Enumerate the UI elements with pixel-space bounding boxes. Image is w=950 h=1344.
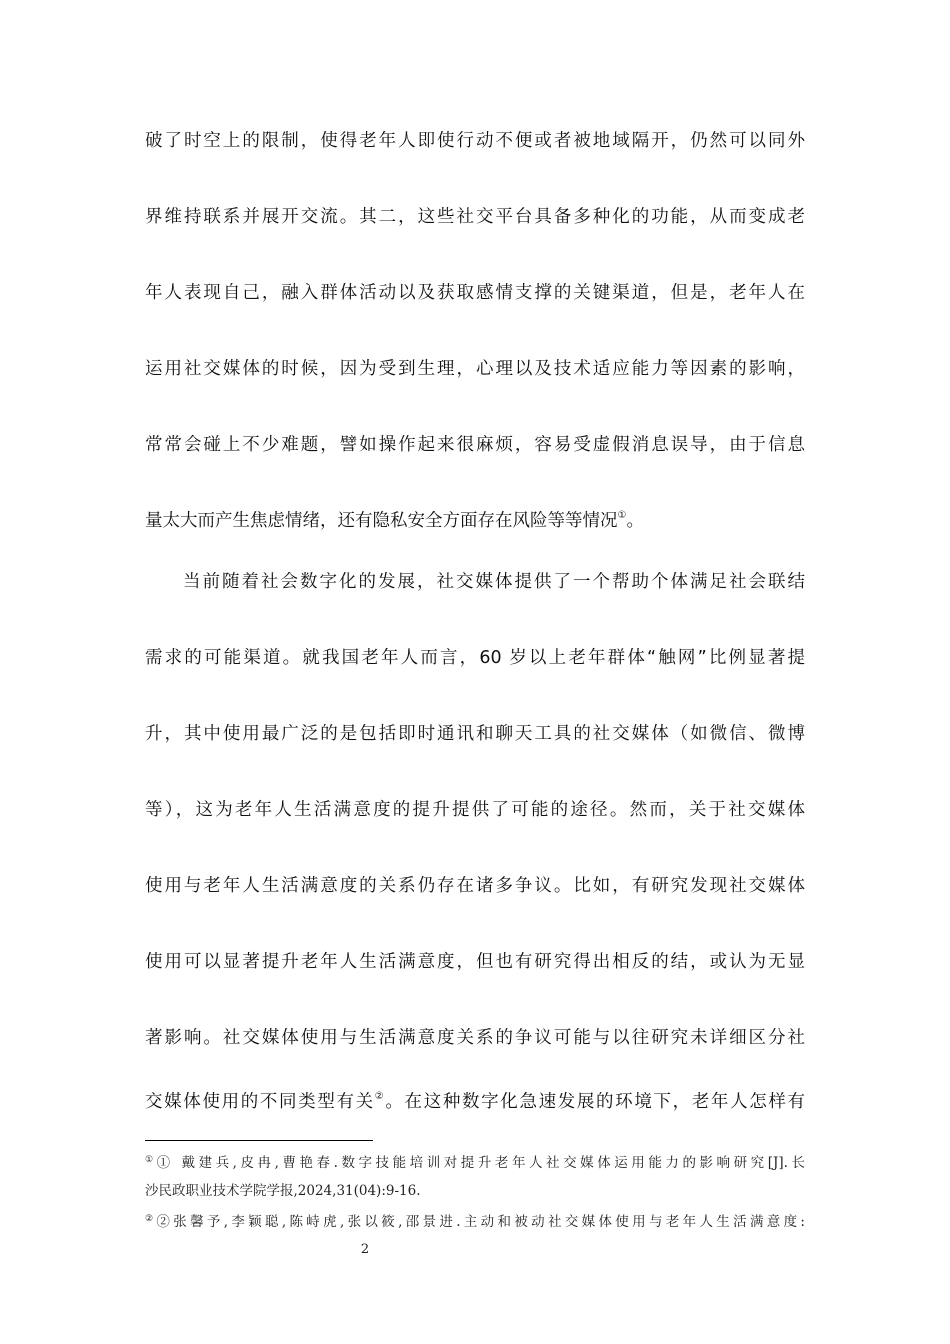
body-line-7: 当前随着社会数字化的发展，社交媒体提供了一个帮助个体满足社会联结 [183,572,805,592]
reference-mark-2[interactable]: ② [374,1091,386,1102]
body-line-1: 破了时空上的限制，使得老年人即使行动不便或者被地域隔开，仍然可以同外 [145,131,805,151]
footnote-1-mark: ① [145,1155,157,1165]
page-number: 2 [360,1242,370,1257]
footnote-2-line-1 [145,1212,805,1232]
body-line-3: 年人表现自己，融入群体活动以及获取感情支撑的关键渠道，但是，老年人在 [145,283,805,303]
body-line-5: 常常会碰上不少难题，譬如操作起来很麻烦，容易受虚假消息误导，由于信息 [145,435,805,455]
body-line-8: 需求的可能渠道。就我国老年人而言，60 岁以上老年群体“触网”比例显著提 [145,648,805,668]
body-line-14-end: 。在这种数字化急速发展的环境下，老年人怎样有 [385,1092,806,1112]
body-line-14-text: 交媒体使用的不同类型有关 [145,1092,375,1112]
footnote-1-line-2: 沙民政职业技术学院学报,2024,31(04):9-16. [145,1183,421,1199]
footnote-separator [145,1140,373,1141]
footnote-1-line-1 [145,1153,805,1173]
footnote-2-mark: ② [145,1214,157,1224]
reference-mark-1[interactable]: ① [617,510,627,521]
footnote-2-text: ②张馨予,李颖聪,陈峙虎,张以筱,邵景进.主动和被动社交媒体使用与老年人生活满意度: [156,1214,805,1230]
footnote-1-text: ① 戴建兵,皮冉,曹艳春.数字技能培训对提升老年人社交媒体运用能力的影响研究[J].长 [156,1155,805,1171]
body-line-2: 界维持联系并展开交流。其二，这些社交平台具备多种化的功能，从而变成老 [145,207,805,227]
body-line-9: 升，其中使用最广泛的是包括即时通讯和聊天工具的社交媒体（如微信、微博 [145,724,805,744]
body-line-11: 使用与老年人生活满意度的关系仍存在诸多争议。比如，有研究发现社交媒体 [145,876,805,896]
body-line-14 [145,1090,805,1114]
body-line-6 [145,509,805,533]
body-line-13: 著影响。社交媒体使用与生活满意度关系的争议可能与以往研究未详细区分社 [145,1028,805,1048]
body-line-12: 使用可以显著提升老年人生活满意度，但也有研究得出相反的结，或认为无显 [145,952,805,972]
body-line-4: 运用社交媒体的时候，因为受到生理，心理以及技术适应能力等因素的影响， [145,359,805,379]
body-line-10: 等），这为老年人生活满意度的提升提供了可能的途径。然而，关于社交媒体 [145,800,805,820]
body-line-6-end: 。 [626,511,644,531]
body-line-6-text: 量太大而产生焦虑情绪，还有隐私安全方面存在风险等等情况 [145,511,618,531]
